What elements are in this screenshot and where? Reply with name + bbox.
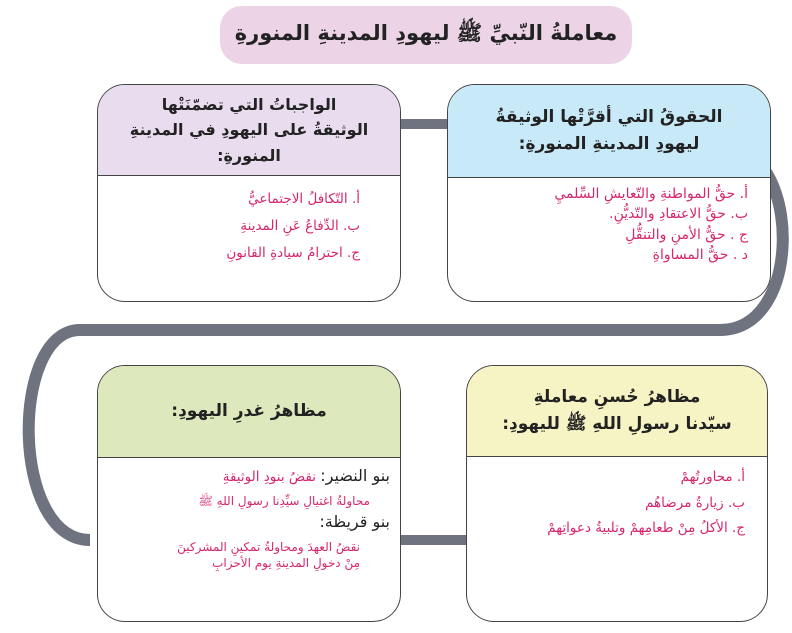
rights-heading-line1: الحقوقُ التي أقرَّتْها الوثيقةُ <box>495 106 723 127</box>
list-item: نقضُ بنودِ الوثيقةِ <box>222 469 316 485</box>
rights-box <box>447 84 771 302</box>
list-item: ب. زيارةُ مرضاهُم <box>645 494 745 511</box>
list-item: ج . حقُّ الأمنِ والتنقُّلِ <box>625 226 748 243</box>
kindness-box <box>466 365 768 622</box>
rights-heading-line2: ليهودِ المدينةِ المنورةِ: <box>518 134 700 154</box>
list-item: أ. التّكافلُ الاجتماعيُّ <box>248 191 360 207</box>
duties-heading <box>98 85 400 176</box>
list-item: أ. محاورتُهمْ <box>680 469 745 485</box>
kindness-heading <box>467 366 767 457</box>
list-item: د . حقُّ المساواةِ <box>652 246 748 263</box>
betrayal-heading-text: مظاهرُ غدرِ اليهودِ: <box>171 400 327 421</box>
list-item: محاولةُ اغتيالِ سيِّدِنا رسولِ اللهِ ﷺ <box>198 494 370 508</box>
diagram-title: معاملةُ النّبيِّ ﷺ ليهودِ المدينةِ المنورةِ <box>220 6 632 64</box>
list-item: ج. الأكلُ مِنْ طعامِهمْ وتلبيةُ دعواتِهمْ <box>547 520 745 537</box>
nadir-label: بنو النضير: <box>320 466 390 485</box>
duties-heading-line2: الوثيقةُ على اليهودِ في المدينةِ المنورةِ: <box>129 120 369 165</box>
list-item: أ. حقُّ المواطنةِ والتّعايشِ السِّلميِ <box>554 186 748 202</box>
kindness-heading-line2: سيّدنا رسولِ اللهِ ﷺ لليهودِ: <box>502 414 732 434</box>
list-item: ب. الدِّفاعُ عَنِ المدينةِ <box>240 218 360 234</box>
rights-heading <box>448 85 770 178</box>
duties-heading-line1: الواجباتُ التي تضمّنَتْها <box>161 94 337 114</box>
qurayza-label: بنو قريظة: <box>319 512 390 531</box>
list-item: مِنْ دخولِ المدينةِ يوم الأحزابِ <box>212 555 360 570</box>
betrayal-box <box>97 365 401 622</box>
duties-box <box>97 84 401 302</box>
list-item: ب. حقُّ الاعتقادِ والتّديُّنِ. <box>609 206 748 223</box>
kindness-heading-line1: مظاهرُ حُسنِ معاملةِ <box>533 386 701 407</box>
list-item: ج. احترامُ سيادةِ القانونِ <box>226 245 360 261</box>
list-item: نقضُ العهدَ ومحاولةُ تمكينِ المشركينَ <box>177 540 360 554</box>
betrayal-heading <box>98 366 400 458</box>
